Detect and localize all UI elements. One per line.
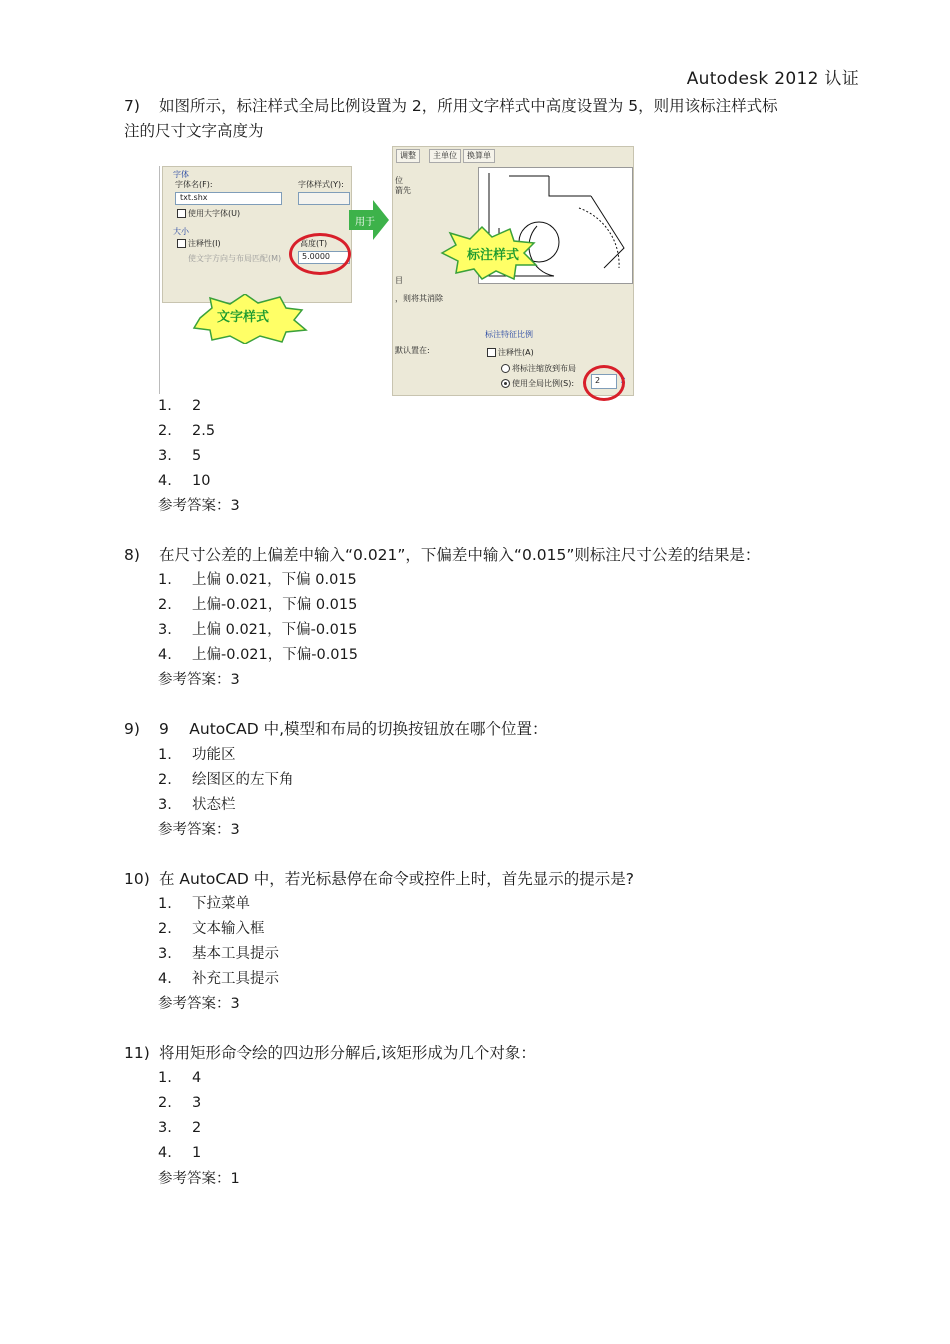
side-text: 目 (395, 276, 403, 285)
question-11 (124, 1041, 864, 1066)
text-style-burst-label: 文字样式 (217, 310, 270, 325)
question-text: 将用矩形命令绘的四边形分解后,该矩形成为几个对象： (159, 1044, 536, 1062)
list-item: 2. 上偏-0.021，下偏 0.015 (158, 597, 358, 613)
side-text: 箭先 (395, 186, 411, 195)
question-text: 如图所示，标注样式全局比例设置为 2，所用文字样式中高度设置为 5，则用该标注样式标 (159, 97, 778, 115)
question-7-cont (124, 119, 864, 144)
height-value: 5.0000 (302, 252, 330, 261)
list-item: 1. 功能区 (158, 747, 236, 763)
tab-adjust[interactable]: 调整 (396, 149, 420, 163)
dim-style-panel (392, 146, 634, 396)
list-item: 4. 补充工具提示 (158, 971, 279, 987)
font-name-label: 字体名(F): (175, 180, 213, 189)
size-group-label: 大小 (173, 227, 189, 236)
list-item: 4. 1 (158, 1145, 202, 1161)
scale-layout-label: 将标注缩放到布局 (512, 364, 576, 373)
font-name-select[interactable] (175, 192, 282, 205)
list-item: 3. 状态栏 (158, 797, 236, 813)
question-10 (124, 867, 864, 892)
height-label: 高度(T) (300, 239, 328, 248)
list-item: 1. 2 (158, 398, 202, 414)
spinner-icon[interactable]: ⇕ (619, 376, 628, 387)
list-item: 1. 下拉菜单 (158, 896, 250, 912)
question-9 (124, 717, 864, 742)
font-style-label: 字体样式(Y): (298, 180, 344, 189)
highlight-circle (583, 365, 628, 401)
text-style-dialog (162, 166, 352, 303)
dim-style-burst-label: 标注样式 (467, 248, 520, 263)
side-text: 默认置在: (395, 346, 430, 355)
list-item: 2. 3 (158, 1095, 202, 1111)
side-text: 位 (395, 176, 403, 185)
scale-annotative-checkbox[interactable] (487, 348, 496, 357)
question-number: 8) (124, 546, 140, 564)
list-item: 4. 10 (158, 473, 211, 489)
question-8 (124, 543, 864, 568)
answer-line: 参考答案：3 (158, 996, 240, 1012)
question-7 (124, 94, 864, 119)
question-text: 9 AutoCAD 中,模型和布局的切换按钮放在哪个位置： (159, 720, 548, 738)
list-item: 4. 上偏-0.021，下偏-0.015 (158, 647, 358, 663)
scale-global-label: 使用全局比例(S): (512, 379, 575, 388)
used-for-label: 用于 (355, 217, 375, 228)
tab-primary-units[interactable]: 主单位 (429, 149, 461, 163)
list-item: 3. 2 (158, 1120, 202, 1136)
question-figure (159, 146, 632, 394)
annotative-checkbox[interactable] (177, 239, 186, 248)
list-item: 2. 文本输入框 (158, 921, 265, 937)
answer-line: 参考答案：1 (158, 1171, 240, 1187)
scale-annotative-label: 注释性(A) (498, 348, 534, 357)
text-style-panel (159, 166, 350, 394)
scale-global-radio[interactable] (501, 379, 510, 388)
page-header-title: Autodesk 2012 认证 (686, 69, 859, 89)
list-item: 3. 基本工具提示 (158, 946, 279, 962)
list-item: 3. 5 (158, 448, 202, 464)
annotative-label: 注释性(I) (188, 239, 221, 248)
list-item: 1. 4 (158, 1070, 202, 1086)
side-text: ，则将其消除 (395, 294, 443, 303)
question-number: 9) (124, 720, 140, 738)
answer-line: 参考答案：3 (158, 672, 240, 688)
scale-layout-radio[interactable] (501, 364, 510, 373)
question-text-continued: 注的尺寸文字高度为 (124, 122, 264, 140)
question-text: 在 AutoCAD 中，若光标悬停在命令或控件上时，首先显示的提示是? (159, 870, 634, 888)
list-item: 1. 上偏 0.021，下偏 0.015 (158, 572, 357, 588)
question-number: 11) (124, 1044, 150, 1062)
highlight-circle (289, 233, 351, 275)
answer-line: 参考答案：3 (158, 822, 240, 838)
font-group-label: 字体 (173, 170, 189, 179)
list-item: 2. 2.5 (158, 423, 216, 439)
list-item: 3. 上偏 0.021，下偏-0.015 (158, 622, 358, 638)
answer-line: 参考答案：3 (158, 498, 240, 514)
bigfont-checkbox[interactable] (177, 209, 186, 218)
match-orientation-label: 使文字方向与布局匹配(M) (188, 254, 282, 263)
font-style-select[interactable] (298, 192, 350, 205)
question-number: 10) (124, 870, 150, 888)
scale-global-value: 2 (595, 376, 601, 385)
font-name-value: txt.shx (180, 193, 208, 202)
tab-alternate-units[interactable]: 换算单 (463, 149, 495, 163)
question-number: 7) (124, 97, 140, 115)
bigfont-label: 使用大字体(U) (188, 209, 241, 218)
scale-group-label: 标注特征比例 (485, 330, 533, 339)
question-text: 在尺寸公差的上偏差中输入“0.021”，下偏差中输入“0.015”则标注尺寸公差的结果是： (159, 546, 761, 564)
list-item: 2. 绘图区的左下角 (158, 772, 294, 788)
